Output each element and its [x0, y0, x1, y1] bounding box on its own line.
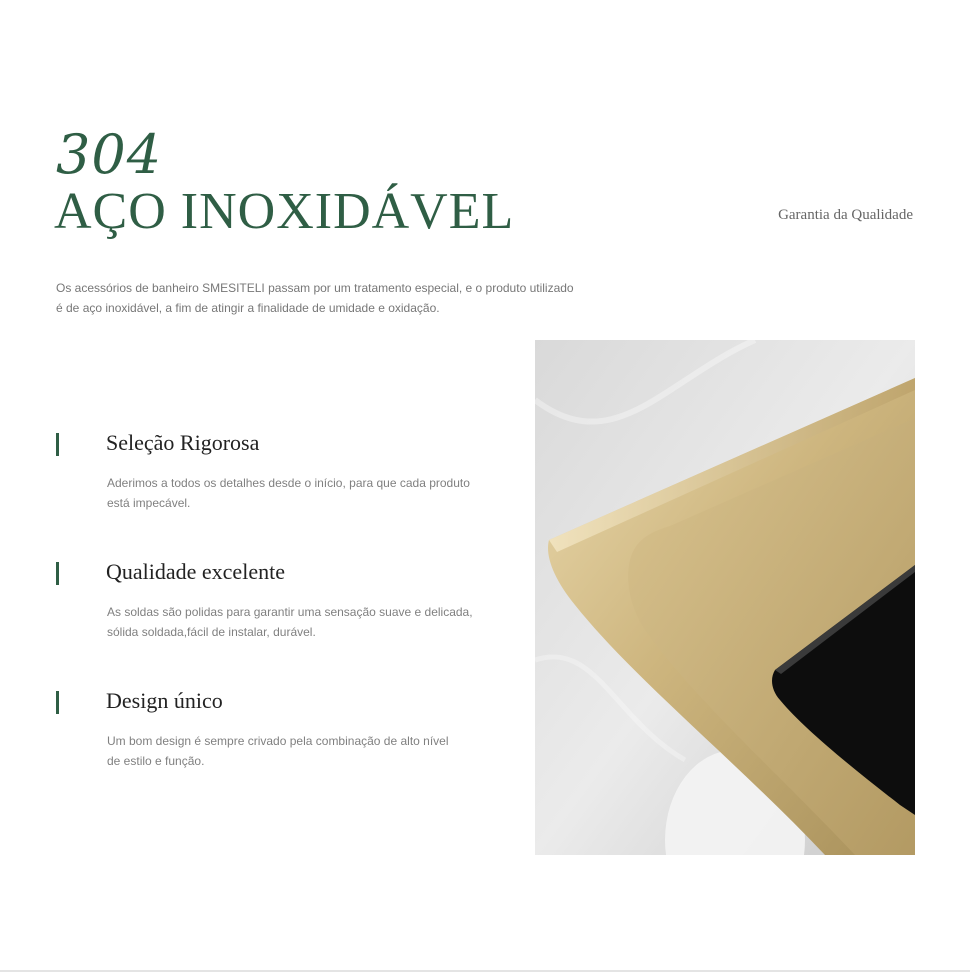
- feature-accent-bar: [56, 433, 59, 456]
- feature-description: [107, 602, 473, 642]
- product-photo: [535, 340, 915, 855]
- feature-accent-bar: [56, 691, 59, 714]
- feature-description-line: está impecável.: [107, 496, 191, 510]
- quality-tagline: Garantia da Qualidade: [778, 207, 913, 223]
- feature-description: [107, 731, 449, 771]
- feature-title: Design único: [106, 688, 223, 713]
- feature-title: Qualidade excelente: [106, 559, 285, 584]
- feature-description-line: Aderimos a todos os detalhes desde o início, para que cada produto: [107, 476, 470, 490]
- feature-description-line: de estilo e função.: [107, 754, 205, 768]
- feature-description-line: Um bom design é sempre crivado pela combinação de alto nível: [107, 734, 449, 748]
- feature-accent-bar: [56, 562, 59, 585]
- feature-description-line: As soldas são polidas para garantir uma sensação suave e delicada,: [107, 605, 473, 619]
- hero-number: 304: [56, 123, 163, 186]
- feature-description-line: sólida soldada,fácil de instalar, durável.: [107, 625, 316, 639]
- hero-title: AÇO INOXIDÁVEL: [54, 183, 515, 240]
- intro-line: Os acessórios de banheiro SMESITELI passam por um tratamento especial, e o produto utilizado: [56, 281, 574, 295]
- feature-title: Seleção Rigorosa: [106, 430, 260, 455]
- feature-description: [107, 473, 470, 513]
- intro-paragraph: [56, 278, 596, 318]
- intro-line: é de aço inoxidável, a fim de atingir a finalidade de umidade e oxidação.: [56, 301, 440, 315]
